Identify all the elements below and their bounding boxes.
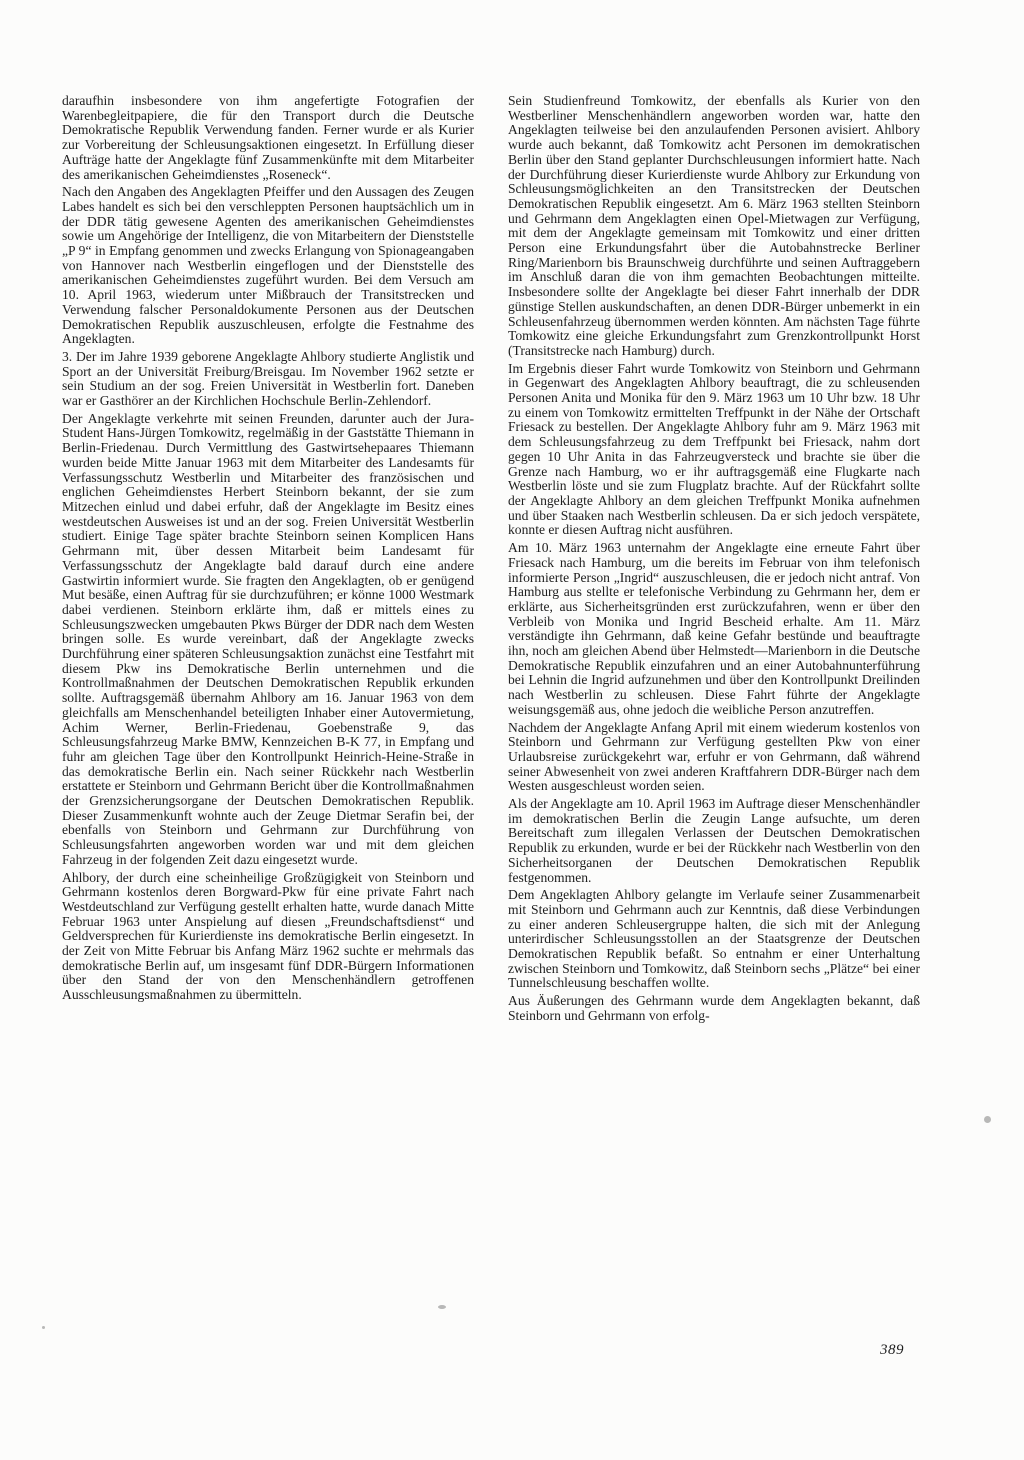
left-paragraph-3: 3. Der im Jahre 1939 geborene Angeklagte Ahlbory studierte Anglistik und Sport an der Universität Freiburg/Breisgau. Im November 1962 setzte er sein Studium an der sog. Freien Universität in Westberlin fort. Daneben war er Gasthörer an der Kirchlichen Hochschule Berlin-Zehlendorf. [62, 348, 474, 409]
left-paragraph-5: Ahlbory, der durch eine scheinheilige Großzügigkeit von Steinborn und Gehrmann kostenlos deren Borgward-Pkw für eine private Fahrt nach Westdeutschland zur Verfügung gestellt erhalten hatte, wurde danach Mitte Februar 1963 unter Anspielung auf diesen „Freundschaftsdienst“ und Geldversprechen für Kurierdienste ins demokratische Berlin eingesetzt. In der Zeit von Mitte Februar bis Anfang März 1962 suchte er mehrmals das demokratische Berlin auf, um insgesamt fünf DDR-Bürgern Informationen über den Stand der von den Menschenhändlern getroffenen Ausschleusungsmaßnahmen zu übermitteln. [62, 869, 474, 1003]
right-paragraph-1: Sein Studienfreund Tomkowitz, der ebenfalls als Kurier von den Westberliner Menschenhändlern angeworben worden war, hatte den Angeklagten teilweise bei den anzulaufenden Personen avisiert. Ahlbory wurde auch bekannt, daß Tomkowitz acht Personen im demokratischen Berlin über den Stand geplanter Durchschleusungen informiert hatte. Nach der Durchführung dieser Kurierdienste wurde Ahlbory zur Erkundung von Schleusungsmöglichkeiten an den Transitstrecken der Deutschen Demokratischen Republik eingesetzt. Am 6. März 1963 stellten Steinborn und Gehrmann dem Angeklagten einen Opel-Mietwagen zur Verfügung, mit dem der Angeklagte gemeinsam mit Tomkowitz und einer dritten Person eine Erkundungsfahrt über die Autobahnstrecke Berliner Ring/Marienborn bis Braunschweig durchführte und seinen Auftraggebern im Anschluß daran die von ihm gemachten Beobachtungen mitteilte. Insbesondere sollte der Angeklagte bei dieser Fahrt innerhalb der DDR günstige Stellen auskundschaften, an denen DDR-Bürger unbemerkt in ein Schleusenfahrzeug übernommen werden könnten. Am nächsten Tage führte Tomkowitz eine gleiche Erkundungsfahrt zum Grenzkontrollpunkt Horst (Transitstrecke nach Hamburg) durch. [508, 93, 920, 358]
right-paragraph-4: Nachdem der Angeklagte Anfang April mit einem wiederum kostenlos von Steinborn und Gehrmann zur Verfügung gestellten Pkw von einer Urlaubsreise zurückgekehrt war, erfuhr er von Gehrmann, daß während seiner Abwesenheit von zwei anderen Kraftfahrern DDR-Bürger nach dem Westen ausgeschleust worden seien. [508, 719, 920, 794]
left-paragraph-4: Der Angeklagte verkehrte mit seinen Freunden, darunter auch der Jura-Student Hans-Jürgen Tomkowitz, regelmäßig in der Gaststätte Thiemann in Berlin-Friedenau. Durch Vermittlung des Gastwirtsehepaares Thiemann wurden beide Mitte Januar 1963 mit dem Mitarbeiter des Landesamts für Verfassungsschutz Westberlin und Mitarbeiter des französischen und englichen Geheimdienstes Herbert Steinborn bekannt, der sie zum Mitzechen einlud und dabei erfuhr, daß der Angeklagte im Besitz eines westdeutschen Ausweises ist und an der sog. Freien Universität Westberlin studiert. Einige Tage später brachte Steinborn seinen Komplicen Hans Gehrmann mit, über dessen Mitarbeit beim Landesamt für Verfassungsschutz der Angeklagte bald darauf durch eine andere Gastwirtin informiert wurde. Sie fragten den Angeklagten, ob er genügend Mut besäße, einen Auftrag für sie durchzuführen; er könne 1000 Westmark dabei verdienen. Steinborn erklärte ihm, daß er mittels eines zu Schleusungszwecken umgebauten Pkws Bürger der DDR nach dem Westen bringen solle. Es wurde vereinbart, daß der Angeklagte zwecks Durchführung einer späteren Schleusungsaktion zunächst eine Testfahrt mit diesem Pkw ins Demokratische Berlin unternehmen und die Kontrollmaßnahmen der Deutschen Demokratischen Republik erkunden sollte. Auftragsgemäß übernahm Ahlbory am 16. Januar 1963 von dem gleichfalls am Menschenhandel beteiligten Inhaber einer Autovermietung, Achim Werner, Berlin-Friedenau, Goebenstraße 9, das Schleusungsfahrzeug Marke BMW, Kennzeichen B-K 77, in Empfang und fuhr am gleichen Tage über den Kontrollpunkt Heinrich-Heine-Straße in das demokratische Berlin ein. Nach seiner Rückkehr nach Westberlin erstattete er Steinborn und Gehrmann Bericht über die Kontrollmaßnahmen der Grenzsicherungsorgane der Deutschen Demokratischen Republik. Dieser Zusammenkunft wohnte auch der Zeuge Dietmar Serafin bei, der ebenfalls von Steinborn und Gehrmann zur Durchführung von Schleusungsfahrten angeworben worden war und mit dem gleichen Fahrzeug in der folgenden Zeit dazu eingesetzt wurde. [62, 410, 474, 867]
right-paragraph-5: Als der Angeklagte am 10. April 1963 im Auftrage dieser Menschenhändler im demokratischen Berlin die Zeugin Lange aufsuchte, um deren Bereitschaft zum illegalen Verlassen der Deutschen Demokratischen Republik zu erkunden, wurde er bei der Rückkehr nach Westberlin von den Sicherheitsorganen der Deutschen Demokratischen Republik festgenommen. [508, 796, 920, 885]
left-column [62, 94, 474, 1006]
right-paragraph-6: Dem Angeklagten Ahlbory gelangte im Verlaufe seiner Zusammenarbeit mit Steinborn und Gehrmann auch zur Kenntnis, daß diese Verbindungen zu einer anderen Schleusergruppe halten, die sich mit der Anlegung unterirdischer Schleusungsstollen an der Staatsgrenze der Deutschen Demokratischen Republik befaßt. So entnahm er einer Unterhaltung zwischen Steinborn und Tomkowitz, daß Steinborn sechs „Plätze“ bei einer Tunnelschleusung beschaffen wollte. [508, 887, 920, 991]
scan-speck [438, 1305, 446, 1309]
right-paragraph-3: Am 10. März 1963 unternahm der Angeklagte eine erneute Fahrt über Friesack nach Hamburg, um die bereits im Februar von ihm telefonisch informierte Person „Ingrid“ auszuschleusen, die er jedoch nicht antraf. Von Hamburg aus stellte er telefonische Verbindung zu Gehrmann her, dem er erklärte, aus Sicherheitsgründen erst zurückzufahren, wenn er über den Verbleib von Monika und Ingrid Bescheid erhalte. Am 11. März verständigte ihn Gehrmann, daß keine Gefahr bestünde und beauftragte ihn, noch am gleichen Abend über Helmstedt—Marienborn in die Deutsche Demokratische Republik einzufahren und an einer Autobahnunterführung bei Lehnin die Ingrid aufzunehmen und über den Kontrollpunkt Dreilinden nach Westberlin zu schleusen. Diese Fahrt führte der Angeklagte weisungsgemäß aus, ohne jedoch die weibliche Person anzutreffen. [508, 540, 920, 717]
page-number: 389 [880, 1342, 904, 1358]
left-paragraph-2: Nach den Angaben des Angeklagten Pfeiffer und den Aussagen des Zeugen Labes handelt es sich bei den verschleppten Personen hauptsächlich um in der DDR tätig gewesene Agenten des amerikanischen Geheimdienstes sowie um Angehörige der Intelligenz, die von Mitarbeitern der Dienststelle „P 9“ in Empfang genommen und zwecks Erlangung von Spionageangaben von Hannover nach Westberlin eingeflogen und der Dienststelle des amerikanischen Geheimdienstes zugeführt wurden. Bei dem Versuch am 10. April 1963, wiederum unter Mißbrauch der Transitstrecken und Verwendung falscher Personaldokumente Personen aus der Deutschen Demokratischen Republik auszuschleusen, erfolgte die Festnahme des Angeklagten. [62, 184, 474, 347]
right-paragraph-2: Im Ergebnis dieser Fahrt wurde Tomkowitz von Steinborn und Gehrmann in Gegenwart des Angeklagten Ahlbory beauftragt, die zu schleusenden Personen Anita und Monika für den 9. März 1963 um 10 Uhr bzw. 18 Uhr zu einem von Tomkowitz ermittelten Treffpunkt in der Nähe der Ortschaft Friesack zu bestellen. Der Angeklagte Ahlbory fuhr am 9. März 1963 mit dem Schleusungsfahrzeug zu dem Treffpunkt bei Friesack, nahm dort gegen 10 Uhr Anita in das Fahrzeugversteck und brachte sie über die Grenze nach Hamburg, wo er ihr auftragsgemäß eine Flugkarte nach Westberlin löste und sie zum Flugplatz brachte. Auf der Rückfahrt sollte der Angeklagte Ahlbory an dem gleichen Treffpunkt Monika aufnehmen und über Staaken nach Westberlin schleusen. Da er sich jedoch verspätete, konnte er diesen Auftrag nicht ausführen. [508, 360, 920, 538]
scan-speck [356, 408, 359, 411]
left-paragraph-1: daraufhin insbesondere von ihm angefertigte Fotografien der Warenbegleitpapiere, die für den Transport durch die Deutsche Demokratische Republik Verwendung fanden. Ferner wurde er als Kurier zur Vorbereitung der Schleusungsaktionen eingesetzt. In Erfüllung dieser Aufträge hatte der Angeklagte fünf Zusammenkünfte mit dem Mitarbeiter des amerikanischen Geheimdienstes „Roseneck“. [62, 93, 474, 182]
right-column [508, 94, 920, 1027]
scan-speck [984, 1116, 991, 1123]
right-paragraph-7: Aus Äußerungen des Gehrmann wurde dem Angeklagten bekannt, daß Steinborn und Gehrmann von erfolg- [508, 993, 920, 1023]
scan-speck [42, 1326, 45, 1329]
